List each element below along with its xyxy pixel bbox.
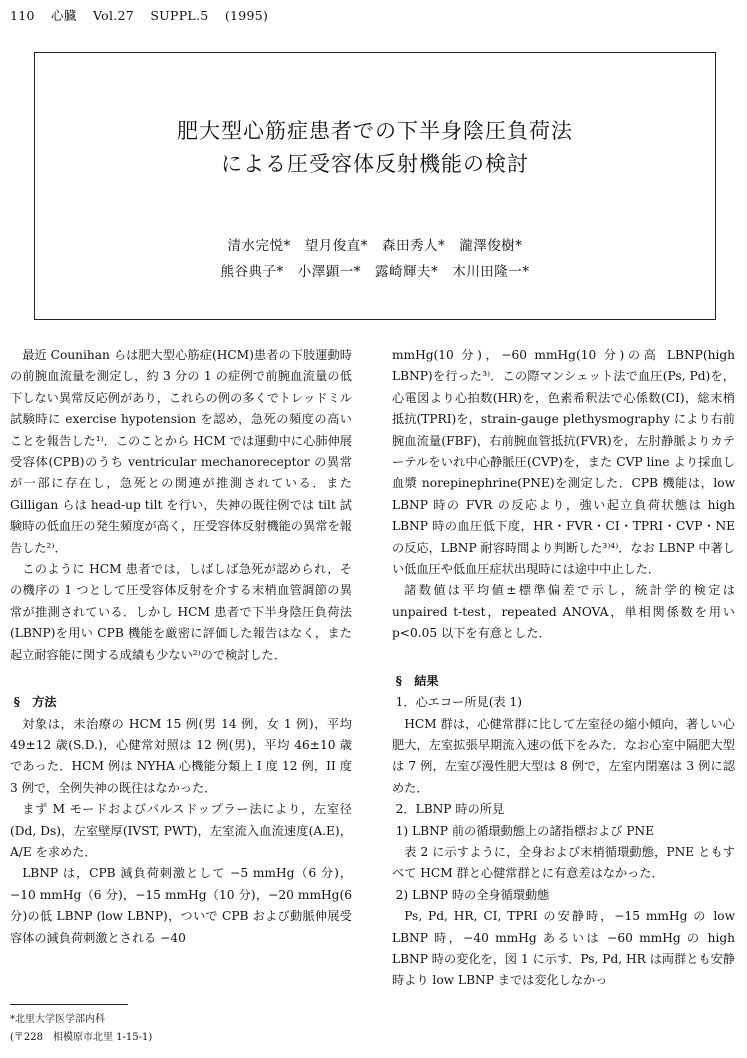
journal-volume: Vol.27 xyxy=(92,8,135,23)
paragraph: 対象は，未治療の HCM 15 例(男 14 例，女 1 例)，平均 49±12 歳(S.D.)，心健常対照は 12 例(男)，平均 46±10 歳であった．HCM 例は NYHA 心機能分類上 I 度 12 例，II 度 3 例で，全例失神の既往はなかった． xyxy=(10,716,352,795)
footnote xyxy=(10,1011,152,1047)
journal-name: 心臓 xyxy=(51,8,77,23)
paragraph: 表 2 に示すように，全身および末梢循環動態，PNE ともすべて HCM 群と心健常群とに有意差はなかった． xyxy=(392,844,735,881)
paragraph: まず M モードおよびパルスドップラー法により，左室径(Dd, Ds)，左室壁厚(IVST, PWT)，左室流入血流速度(A.E)，A/E を求めた． xyxy=(10,802,352,859)
page-number: 110 xyxy=(10,8,35,23)
section-heading-methods: § 方法 xyxy=(13,695,57,710)
paragraph: 諸数値は平均値±標準偏差で示し，統計学的検定は unpaired t-test，repeated ANOVA，単相関係数を用い p<0.05 以下を有意とした． xyxy=(392,583,735,641)
paper-title-line1: 肥大型心筋症患者での下半身陰圧負荷法 xyxy=(177,119,573,143)
title-box xyxy=(34,52,716,320)
left-column xyxy=(10,345,352,949)
right-column xyxy=(392,345,735,992)
subheading: 2) LBNP 時の全身循環動態 xyxy=(395,887,550,902)
authors-line1: 清水完悦* 望月俊直* 森田秀人* 瀧澤俊樹* xyxy=(227,238,523,254)
subheading: 1) LBNP 前の循環動態上の諸指標および PNE xyxy=(395,823,655,838)
paragraph: Ps, Pd, HR, CI, TPRI の安静時，−15 mmHg の low LBNP 時，−40 mmHg あるいは −60 mmHg の high LBNP 時の変化を，図 1 に示す．Ps, Pd, HR は両群とも安静時より low LBNP までは変化しなかっ xyxy=(392,909,735,988)
subheading: 1．心エコー所見(表 1) xyxy=(395,695,523,710)
journal-year: (1995) xyxy=(224,8,269,23)
paragraph: このように HCM 患者では，しばしば急死が認められ，その機序の 1 つとして圧受容体反射を介する末梢血管調節の異常が推測されている．しかし HCM 患者で下半身陰圧負荷法(LBNP)を用い CPB 機能を厳密に評価した報告はなく，また起立耐容能に関する成績も少ない²⁾ので検討した． xyxy=(10,562,352,662)
footnote-address: (〒228 相模原市北里 1-15-1) xyxy=(10,1032,153,1043)
paragraph: 最近 Counihan らは肥大型心筋症(HCM)患者の下肢運動時の前腕血流量を測定し，約 3 分の 1 の症例で前腕血流量の低下しない異常反応例があり，これらの例の多くでトレッドミル試験時に exercise hypotension を認め，急死の頻度の高いことを報告した¹⁾．このことから HCM では運動中に心肺伸展受容体(CPB)のうち ventricular mechanoreceptor の異常が一部に存在し，急死との関連が推測されている．また Gilligan らは head-up tilt を行い，失神の既往例では tilt 試験時の低血圧の発生頻度が高く，圧受容体反射機能の異常を報告した²⁾． xyxy=(10,348,352,555)
paragraph: mmHg(10 分)，−60 mmHg(10 分)の高 LBNP(high LBNP)を行った³⁾．この際マンシェット法で血圧(Ps, Pd)を，心電図より心拍数(HR)を，色素希釈法で心係数(CI)，総末梢抵抗(TPRI)を，strain-gauge plethysmography により右前腕血流量(FBF)，右前腕血管抵抗(FVR)を，左肘静脈よりカテーテルをいれ中心静脈圧(CVP)を，また CVP line より採血し血漿 norepinephrine(PNE)を測定した．CPB 機能は，low LBNP 時の FVR の反応より，強い起立負荷状態は high LBNP 時の血圧低下度，HR・FVR・CI・TPRI・CVP・NE の反応，LBNP 耐容時間より判断した³⁾⁴⁾．なお LBNP 中著しい低血圧や低血圧症状出現時には途中中止した． xyxy=(392,348,735,577)
running-header xyxy=(10,6,280,24)
authors-line2: 熊谷典子* 小澤顕一* 露崎輝夫* 木川田隆一* xyxy=(220,264,530,280)
paragraph: HCM 群は，心健常群に比して左室径の縮小傾向，著しい心肥大，左室拡張早期流入速の低下をみた．なお心室中隔肥大型は 7 例，左室び漫性肥大型は 8 例で，左室内閉塞は 3 例に認めた． xyxy=(392,716,735,795)
subheading: 2．LBNP 時の所見 xyxy=(395,802,505,817)
paragraph: LBNP は，CPB 減負荷刺激として −5 mmHg（6 分)，−10 mmHg（6 分)，−15 mmHg（10 分)，−20 mmHg(6 分)の低 LBNP (low LBNP)，ついで CPB および動脈伸展受容体の減負荷刺激とされる −40 xyxy=(10,866,352,945)
journal-suppl: SUPPL.5 xyxy=(150,8,209,23)
footnote-affiliation: *北里大学医学部内科 xyxy=(10,1014,105,1025)
footnote-divider xyxy=(10,1004,128,1005)
paper-title-line2: による圧受容体反射機能の検討 xyxy=(221,152,529,176)
section-heading-results: § 結果 xyxy=(395,673,439,688)
